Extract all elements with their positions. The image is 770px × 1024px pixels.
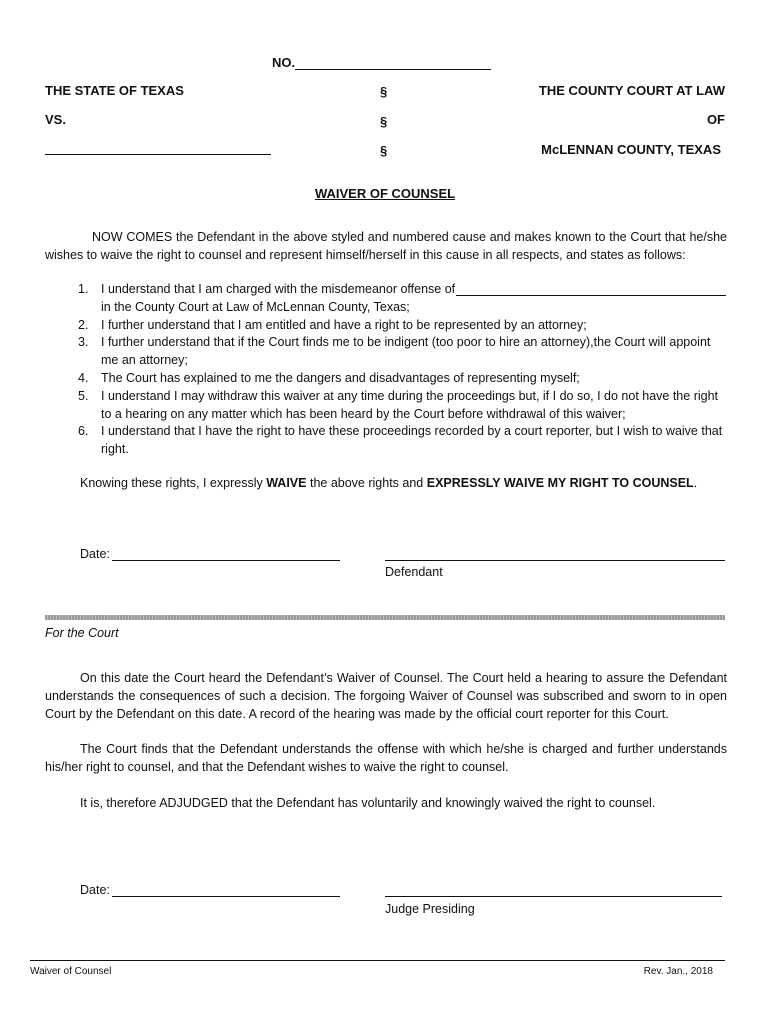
defendant-label: Defendant [385, 565, 443, 579]
court-paragraph-2 [45, 740, 727, 776]
defendant-name-field[interactable] [45, 154, 271, 155]
list-text: I further understand that if the Court finds me to be indigent (too poor to hire an attorney),the Court will appoint me an attorney; [101, 335, 711, 368]
list-number: 6. [78, 424, 89, 439]
court-paragraph-3 [45, 794, 727, 812]
date-field-defendant[interactable] [112, 560, 340, 561]
list-text: I understand that I am charged with the misdemeanor offense of [101, 282, 456, 296]
rights-list [78, 281, 728, 459]
judge-signature-field[interactable] [385, 896, 722, 897]
case-number-prefix: NO. [272, 55, 296, 70]
party-vs: VS. [45, 112, 66, 127]
list-number: 2. [78, 317, 89, 332]
date-field-judge[interactable] [112, 896, 340, 897]
case-number-label [272, 55, 491, 70]
judge-label: Judge Presiding [385, 902, 475, 916]
waiver-text-1: Knowing these rights, I expressly [80, 476, 267, 490]
list-item [78, 281, 728, 317]
court-text-2: The Court finds that the Defendant understands the offense with which he/she is charged and further understands his/her right to counsel, and that the Defendant wishes to waive the right to counsel. [45, 742, 727, 774]
list-item [78, 317, 728, 335]
footer-right: Rev. Jan., 2018 [643, 966, 713, 977]
footer-rule [30, 960, 725, 961]
party-state: THE STATE OF TEXAS [45, 83, 184, 98]
waiver-text-2: the above rights and [306, 476, 427, 490]
list-item [78, 388, 728, 424]
list-text: I understand I may withdraw this waiver at any time during the proceedings but, if I do so, I do not have the right to a hearing on any matter which has been heard by the Court before withdrawal of this waiver; [101, 388, 719, 421]
list-number: 4. [78, 370, 89, 385]
defendant-signature-field[interactable] [385, 560, 725, 561]
waiver-text-bold-2: EXPRESSLY WAIVE MY RIGHT TO COUNSEL [426, 476, 694, 490]
waiver-statement [80, 476, 697, 490]
section-symbol-3: § [380, 143, 388, 158]
intro-text: NOW COMES the Defendant in the above styled and numbered cause and makes known to the Court that he/she wishes to waive the right to counsel and represent himself/herself in this cause in all respects, and states as follows: [45, 230, 727, 262]
list-text: I further understand that I am entitled and have a right to be represented by an attorney; [101, 317, 587, 332]
waiver-text-3: . [693, 476, 698, 490]
list-text: I understand that I have the right to have these proceedings recorded by a court reporter, but I wish to waive that right. [101, 424, 723, 457]
court-text-1: On this date the Court heard the Defendant’s Waiver of Counsel. The Court held a hearing to assure the Defendant understands the consequences of such a decision. The forgoing Waiver of Counsel was subscribed and sworn to in open Court by the Defendant on this date. A record of the hearing was made by the official court reporter for this Court. [45, 671, 727, 721]
section-divider [45, 615, 725, 620]
court-name-line-1: THE COUNTY COURT AT LAW [538, 83, 725, 98]
section-symbol-1: § [380, 84, 388, 99]
court-name-line-2: OF [706, 112, 725, 127]
waiver-text-bold-1: WAIVE [266, 476, 307, 490]
document-title: WAIVER OF COUNSEL [314, 186, 456, 201]
list-item [78, 370, 728, 388]
list-text: The Court has explained to me the dangers and disadvantages of representing myself; [101, 370, 580, 385]
court-name-line-3: McLENNAN COUNTY, TEXAS [541, 142, 721, 157]
date-label-judge: Date: [80, 883, 110, 897]
case-number-field[interactable] [295, 55, 491, 70]
court-text-3: It is, therefore ADJUDGED that the Defendant has voluntarily and knowingly waived the right to counsel. [80, 796, 656, 810]
section-symbol-2: § [380, 114, 388, 129]
court-section-heading: For the Court [45, 626, 119, 640]
list-text-cont: in the County Court at Law of McLennan County, Texas; [101, 299, 410, 314]
list-number: 1. [78, 282, 89, 296]
list-item [78, 423, 728, 459]
list-number: 5. [78, 388, 89, 403]
footer-left: Waiver of Counsel [30, 966, 112, 977]
offense-field[interactable] [456, 295, 726, 296]
date-label-defendant: Date: [80, 547, 110, 561]
list-number: 3. [78, 335, 89, 350]
list-item [78, 334, 728, 370]
intro-paragraph [45, 228, 727, 264]
court-paragraph-1 [45, 669, 727, 723]
